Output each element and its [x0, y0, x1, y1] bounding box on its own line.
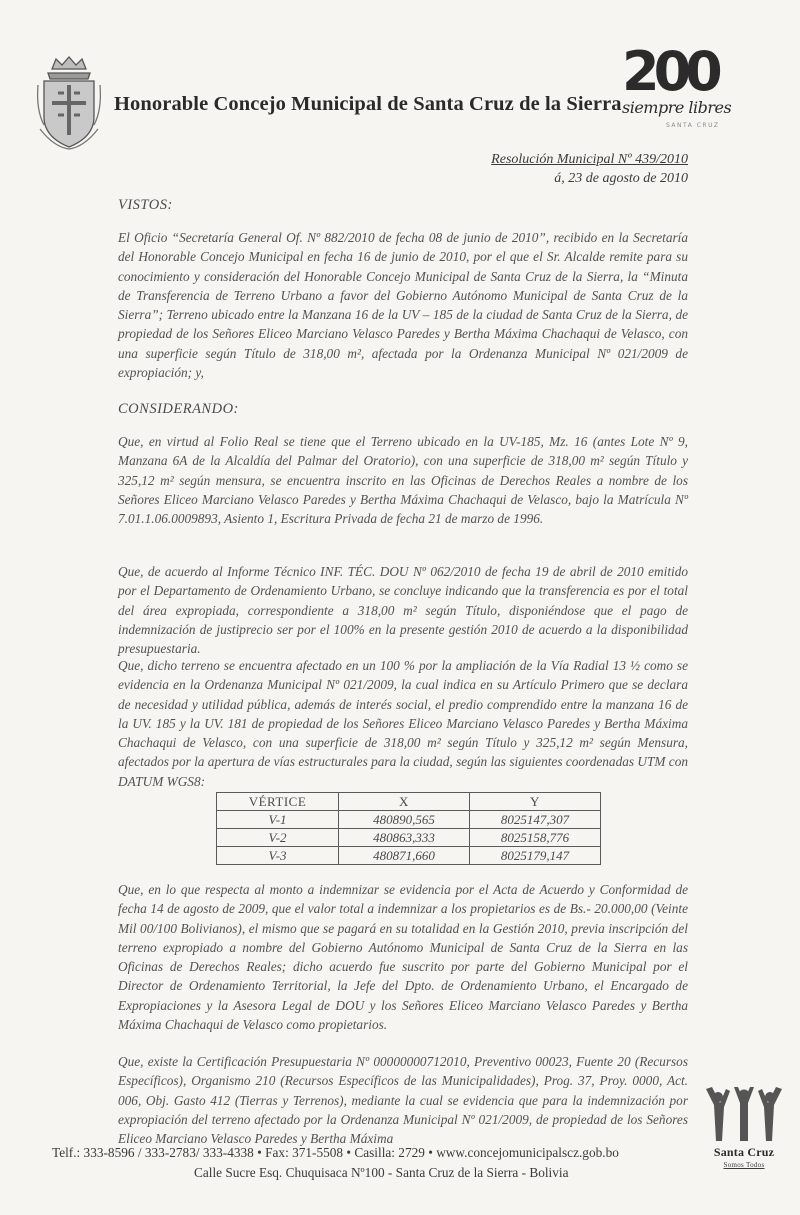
table-cell-vertex: V-2 — [217, 829, 339, 847]
bicentenary-script: siempre libres — [622, 98, 732, 117]
table-cell-vertex: V-1 — [217, 811, 339, 829]
footer-contact: Telf.: 333-8596 / 333-2783/ 333-4338 • Fax: 371-5508 • Casilla: 2729 • www.concejomunicipalscz.gob.bo — [52, 1145, 619, 1160]
table-header-x: X — [339, 793, 470, 811]
table-header-row — [217, 793, 601, 811]
people-figures-icon — [698, 1085, 790, 1145]
table-cell-x: 480863,333 — [339, 829, 470, 847]
considerando-paragraph-3: Que, dicho terreno se encuentra afectado en un 100 % por la ampliación de la Vía Radial 13 ½ como se evidencia en la Ordenanza Municipal Nº 021/2009, la cual indica en su Artículo Primero que se declara de necesidad y utilidad pública, además de interés social, el predio comprendido entre la manzana 16 de la UV. 185 y la UV. 181 de propiedad de los Señores Eliceo Marciano Velasco Paredes y Bertha Máxima Chachaqui de Velasco, con una superficie de 318,00 m² según Título y 325,12 m² según Mensura, afectados por la apertura de vías estructurales para la ciudad, según las siguientes coordenadas UTM con DATUM WGS8: — [118, 658, 688, 789]
bicentenary-logo — [618, 40, 758, 135]
table-cell-y: 8025147,307 — [470, 811, 601, 829]
bicentenary-number: 200 — [622, 40, 717, 103]
footer-address: Calle Sucre Esq. Chuquisaca Nº100 - Santa Cruz de la Sierra - Bolivia — [194, 1165, 569, 1180]
vistos-label: VISTOS: — [118, 197, 173, 213]
resolution-date: á, 23 de agosto de 2010 — [554, 171, 688, 186]
considerando-label: CONSIDERANDO: — [118, 401, 239, 417]
table-header-y: Y — [470, 793, 601, 811]
vistos-text: El Oficio “Secretaría General Of. Nº 882/2010 de fecha 08 de junio de 2010”, recibido en la Secretaría del Honorable Concejo Municipal en fecha 16 de junio de 2010, por el que el Sr. Alcalde remite para su conocimiento y consideración del Honorable Concejo Municipal de Santa Cruz de la Sierra, la “Minuta de Transferencia de Terreno Urbano a favor del Gobierno Autónomo Municipal de Santa Cruz de la Sierra”; Terreno ubicado entre la Manzana 16 de la UV – 185 de la ciudad de Santa Cruz de la Sierra, de propiedad de los Señores Eliceo Marciano Velasco Paredes y Bertha Máxima Chachaqui de Velasco, con una superficie según Título de 318,00 m², afectada por la Ordenanza Municipal Nº 021/2009 de expropiación; y, — [118, 230, 688, 381]
considerando-paragraph-4: Que, en lo que respecta al monto a indemnizar se evidencia por el Acta de Acuerdo y Conformidad de fecha 14 de agosto de 2009, que el valor total a indemnizar a los propietarios es de Bs.- 20.000,00 (Veinte Mil 00/100 Bolivianos), el mismo que se pagará en su totalidad en la Gestión 2010, previa inscripción del terreno expropiado a nombre del Gobierno Autónomo Municipal de Santa Cruz de la Sierra en las Oficinas de Derechos Reales; dicho acuerdo fue suscrito por parte del Gobierno Municipal por el Director de Ordenamiento Territorial, la Jefe del Dpto. de Ordenamiento Urbano, el Encargado de Expropiaciones y la Asesora Legal de DOU y los Señores Eliceo Marciano Velasco Paredes y Bertha Máxima Chachaqui de Velasco como propietarios. — [118, 882, 688, 1033]
table-cell-y: 8025179,147 — [470, 847, 601, 865]
table-cell-x: 480871,660 — [339, 847, 470, 865]
bicentenary-sub: SANTA CRUZ — [666, 122, 720, 129]
santa-cruz-logo — [698, 1085, 790, 1180]
considerando-paragraph-1: Que, en virtud al Folio Real se tiene que el Terreno ubicado en la UV-185, Mz. 16 (antes Lote Nº 9, Manzana 6A de la Alcaldía del Palmar del Oratorio), con una superficie de 318,00 m² según Título y 325,12 m² según mensura, se encuentra inscrito en las Oficinas de Derechos Reales a nombre de los Señores Eliceo Marciano Velasco Paredes y Bertha Máxima Chachaqui de Velasco, bajo la Matrícula Nº 7.01.1.06.0009893, Asiento 1, Escritura Privada de fecha 21 de marzo de 1996. — [118, 434, 688, 527]
table-header-vertex: VÉRTICE — [217, 793, 339, 811]
considerando-paragraph-2: Que, de acuerdo al Informe Técnico INF. TÉC. DOU Nº 062/2010 de fecha 19 de abril de 2010 emitido por el Departamento de Ordenamiento Urbano, se concluye indicando que la transferencia es por el total del área expropiada, correspondiente a 318,00 m² según Título, disponiéndose que el pago de indemnización de justiprecio ser por el 100% en la presente gestión 2010 de acuerdo a la disponibilidad presupuestaria. — [118, 564, 688, 657]
santa-cruz-name: Santa Cruz — [713, 1145, 775, 1159]
table-row — [217, 829, 601, 847]
considerando-paragraph-5: Que, existe la Certificación Presupuestaria Nº 00000000712010, Preventivo 00023, Fuente 20 (Recursos Específicos), Organismo 210 (Recursos Específicos de las Municipalidades), Prog. 37, Proy. 0000, Act. 006, Obj. Gasto 412 (Tierras y Terrenos), mediante la cual se evidencia que para la indemnización por expropiación del terreno afectado por la Ordenanza Municipal Nº 021/2009, de propiedad de los Señores Eliceo Marciano Velasco Paredes y Bertha Máxima — [118, 1054, 688, 1147]
table-row — [217, 811, 601, 829]
table-cell-vertex: V-3 — [217, 847, 339, 865]
table-cell-x: 480890,565 — [339, 811, 470, 829]
table-row — [217, 847, 601, 865]
council-name: Honorable Concejo Municipal de Santa Cruz de la Sierra — [114, 93, 622, 115]
santa-cruz-tagline: Somos Todos — [723, 1161, 765, 1169]
resolution-title: Resolución Municipal Nº 439/2010 — [491, 152, 688, 167]
coat-of-arms-icon — [34, 55, 104, 150]
table-cell-y: 8025158,776 — [470, 829, 601, 847]
coordinates-table — [216, 792, 601, 865]
